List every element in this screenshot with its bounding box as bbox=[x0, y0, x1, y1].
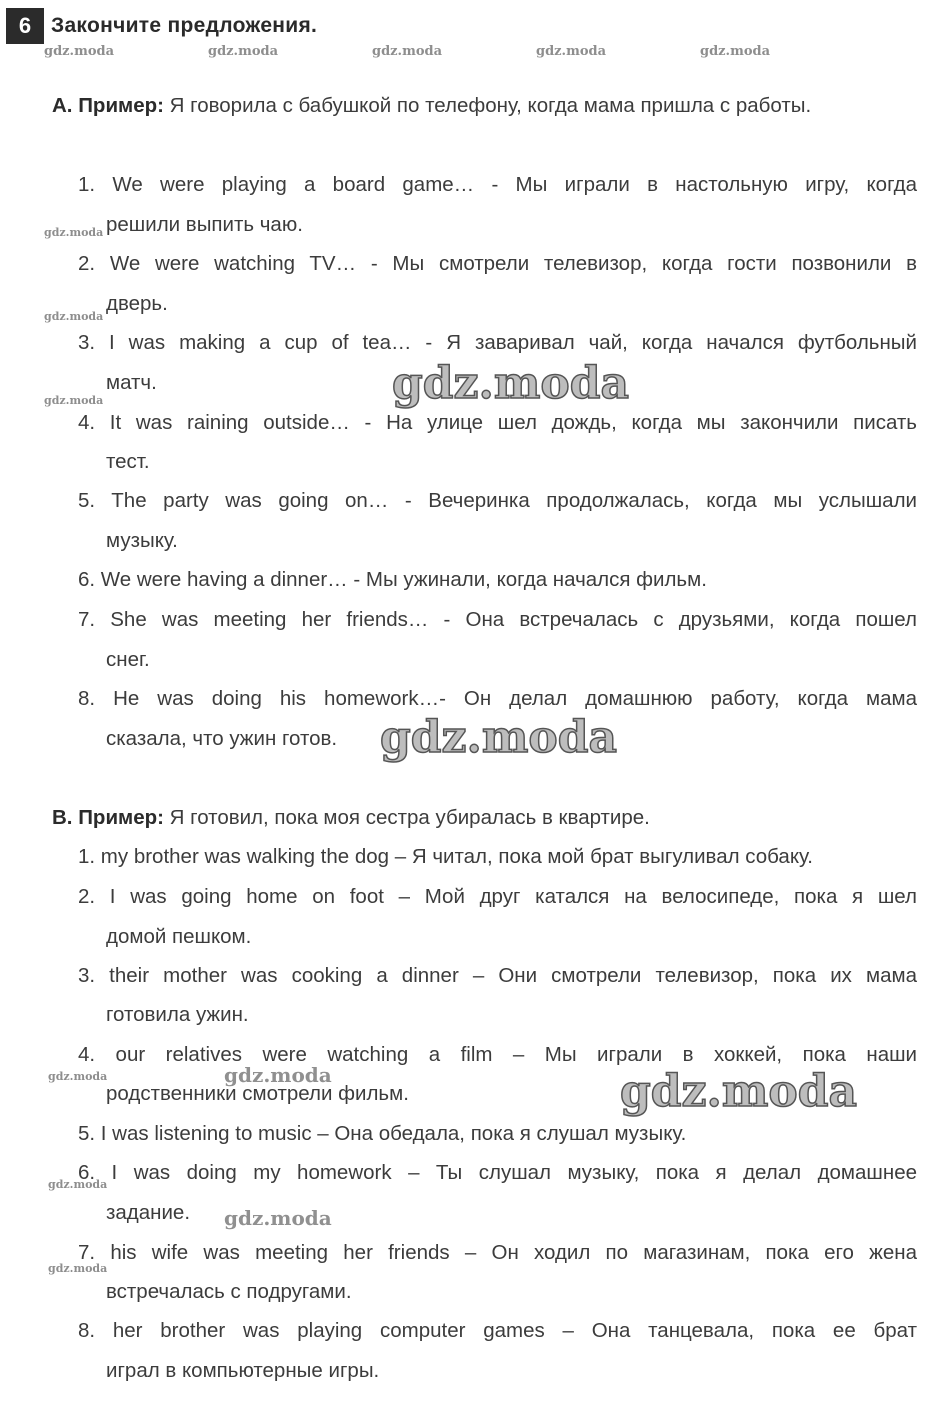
list-item-a3: 3. I was making a cup of tea… - Я заваривал чай, когда начался футбольный bbox=[78, 331, 917, 354]
section-a-label: A. Пример: bbox=[52, 94, 164, 117]
list-item-b1: 1. my brother was walking the dog – Я читал, пока мой брат выгуливал собаку. bbox=[78, 845, 813, 868]
watermark: gdz.moda bbox=[208, 44, 279, 59]
watermark: gdz.moda bbox=[224, 1206, 332, 1230]
list-item-a8-cont: сказала, что ужин готов. bbox=[106, 727, 338, 750]
watermark: gdz.moda bbox=[44, 226, 104, 239]
list-item-a6: 6. We were having a dinner… - Мы ужинали, когда начался фильм. bbox=[78, 568, 707, 591]
watermark: gdz.moda bbox=[48, 1262, 108, 1275]
list-item-a3-cont: матч. bbox=[106, 371, 157, 394]
list-item-b8: 8. her brother was playing computer games – Она танцевала, пока ее брат bbox=[78, 1319, 917, 1342]
list-item-a2-cont: дверь. bbox=[106, 292, 168, 315]
exercise-number-badge: 6 bbox=[6, 8, 44, 44]
watermark: gdz.moda bbox=[44, 310, 104, 323]
section-b-example bbox=[52, 806, 650, 830]
watermark: gdz.moda bbox=[620, 1066, 858, 1117]
watermark: gdz.moda bbox=[380, 712, 618, 763]
list-item-a1-cont: решили выпить чаю. bbox=[106, 213, 303, 236]
list-item-a7: 7. She was meeting her friends… - Она встречалась с друзьями, когда пошел bbox=[78, 608, 917, 631]
section-a-example bbox=[52, 94, 811, 118]
list-item-b2: 2. I was going home on foot – Мой друг катался на велосипеде, пока я шел bbox=[78, 885, 917, 908]
exercise-header bbox=[6, 8, 317, 44]
list-item-b4: 4. our relatives were watching a film – Мы играли в хоккей, пока наши bbox=[78, 1043, 917, 1066]
watermark: gdz.moda bbox=[392, 358, 630, 409]
list-item-b3-cont: готовила ужин. bbox=[106, 1003, 249, 1026]
list-item-a4-cont: тест. bbox=[106, 450, 150, 473]
watermark: gdz.moda bbox=[48, 1070, 108, 1083]
section-a-example-text: Я говорила с бабушкой по телефону, когда мама пришла с работы. bbox=[163, 94, 812, 117]
list-item-b4-cont: родственники смотрели фильм. bbox=[106, 1082, 409, 1105]
list-item-a4: 4. It was raining outside… - На улице шел дождь, когда мы закончили писать bbox=[78, 411, 917, 434]
watermark: gdz.moda bbox=[536, 44, 607, 59]
list-item-b2-cont: домой пешком. bbox=[106, 925, 252, 948]
watermark: gdz.moda bbox=[224, 1063, 332, 1087]
watermark: gdz.moda bbox=[372, 44, 443, 59]
watermark: gdz.moda bbox=[700, 44, 771, 59]
exercise-title: Закончите предложения. bbox=[51, 14, 318, 37]
list-item-b7: 7. his wife was meeting her friends – Он ходил по магазинам, пока его жена bbox=[78, 1241, 917, 1264]
watermark: gdz.moda bbox=[44, 44, 115, 59]
list-item-b3: 3. their mother was cooking a dinner – Они смотрели телевизор, пока их мама bbox=[78, 964, 917, 987]
list-item-a2: 2. We were watching TV… - Мы смотрели телевизор, когда гости позвонили в bbox=[78, 252, 917, 275]
section-b-example-text: Я готовил, пока моя сестра убиралась в квартире. bbox=[163, 806, 650, 829]
list-item-b8-cont: играл в компьютерные игры. bbox=[106, 1359, 380, 1382]
list-item-a5-cont: музыку. bbox=[106, 529, 178, 552]
list-item-a5: 5. The party was going on… - Вечеринка продолжалась, когда мы услышали bbox=[78, 489, 917, 512]
list-item-b6: 6. I was doing my homework – Ты слушал музыку, пока я делал домашнее bbox=[78, 1161, 917, 1184]
section-b-label: B. Пример: bbox=[52, 806, 164, 829]
watermark: gdz.moda bbox=[48, 1178, 108, 1191]
list-item-b7-cont: встречалась с подругами. bbox=[106, 1280, 352, 1303]
list-item-a8: 8. He was doing his homework…- Он делал домашнюю работу, когда мама bbox=[78, 687, 917, 710]
list-item-b6-cont: задание. bbox=[106, 1201, 191, 1224]
list-item-a7-cont: снег. bbox=[106, 648, 150, 671]
watermark: gdz.moda bbox=[44, 394, 104, 407]
list-item-a1: 1. We were playing a board game… - Мы играли в настольную игру, когда bbox=[78, 173, 917, 196]
list-item-b5: 5. I was listening to music – Она обедала, пока я слушал музыку. bbox=[78, 1122, 687, 1145]
